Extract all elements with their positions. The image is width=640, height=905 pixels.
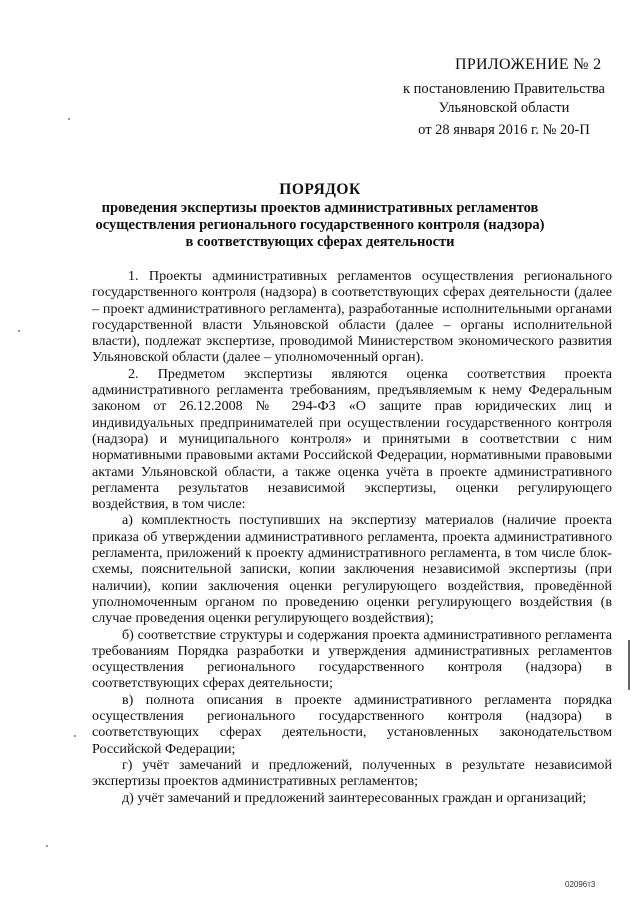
decree-reference	[398, 80, 610, 118]
paragraph-2: 2. Предметом экспертизы являются оценка соответствия проекта административного регламента требованиям, предъявляемым к нему Федеральным законом от 26.12.2008 № 294-ФЗ «О защите прав юридических лиц и индивидуальных предпринимателей при осуществлении государственного контроля (надзора) и муниципального контроля» и принятыми в соответствии с ним нормативными правовыми актами Российской Федерации, нормативными правовыми актами Ульяновской области, а также оценка учёта в проекте административного регламента результатов независимой экспертизы, оценки регулирующего воздействия, в том числе:	[92, 365, 612, 513]
document-body	[92, 268, 612, 806]
decree-line: к постановлению Правительства	[403, 81, 605, 97]
subitem-d: д) учёт замечаний и предложений заинтересованных граждан и организаций;	[122, 789, 587, 806]
subitem-v: в) полнота описания в проекте административного регламента порядка осуществления регионального государственного контроля (надзора) в соответствующих сферах деятельности, установленных законодательством Российской Федерации;	[92, 691, 612, 757]
subitem-g: г) учёт замечаний и предложений, полученных в результате независимой экспертизы проектов административных регламентов;	[92, 756, 612, 790]
scan-speck	[18, 330, 20, 332]
scan-edge-mark	[628, 640, 630, 690]
decree-date: от 28 января 2016 г. № 20-П	[418, 122, 590, 138]
appendix-number: ПРИЛОЖЕНИЕ № 2	[455, 56, 602, 73]
scan-speck	[74, 735, 76, 737]
subtitle-line: проведения экспертизы проектов административных регламентов	[101, 200, 539, 216]
footer-code: 02096т3	[565, 880, 596, 889]
scan-speck	[46, 845, 48, 847]
scan-speck	[68, 118, 70, 120]
decree-line: Ульяновской области	[438, 100, 570, 116]
subitem-b: б) соответствие структуры и содержания проекта административного регламента требованиям Порядка разработки и утверждения административных регламентов осуществления регионального государственного контроля (надзора) в соответствующих сферах деятельности;	[92, 626, 612, 692]
subitem-a: а) комплектность поступивших на экспертизу материалов (наличие проекта приказа об утверждении административного регламента, проекта административного регламента, приложений к проекту административного регламента, в том числе блок-схемы, пояснительной записки, копии заключения независимой экспертизы (при наличии), копии заключения оценки регулирующего воздействия, проведённой уполномоченным органом по проведению оценки регулирующего воздействия (в случае проведения оценки регулирующего воздействия);	[92, 512, 612, 627]
document-subtitle	[70, 200, 570, 251]
document-title: ПОРЯДОК	[279, 181, 361, 198]
paragraph-1: 1. Проекты административных регламентов осуществления регионального государственного контроля (надзора) в соответствующих сферах деятельности (далее – проект административного регламента), разработанные исполнительными органами государственной власти Ульяновской области (далее – органы исполнительной власти), подлежат экспертизе, проводимой Министерством экономического развития Ульяновской области (далее – уполномоченный орган).	[92, 268, 612, 366]
subtitle-line: осуществления регионального государственного контроля (надзора)	[95, 217, 545, 233]
subtitle-line: в соответствующих сферах деятельности	[185, 234, 455, 250]
